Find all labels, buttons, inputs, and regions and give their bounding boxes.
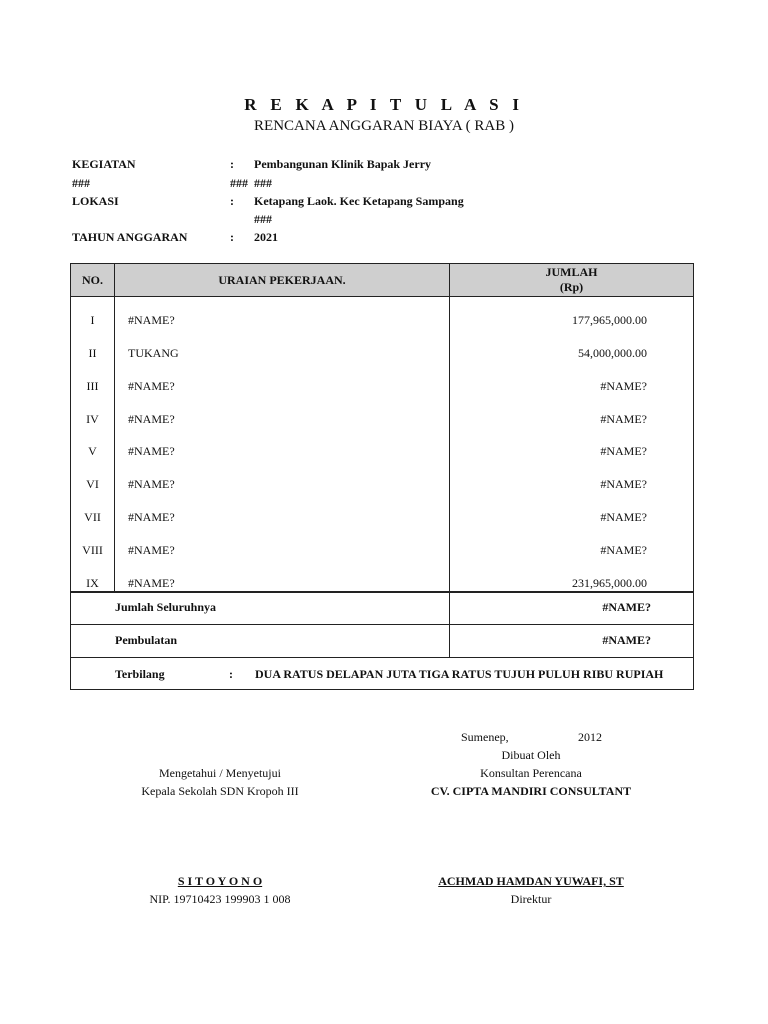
row-1-amount: 177,965,000.00 xyxy=(572,313,647,327)
row-2-amount: 54,000,000.00 xyxy=(578,346,647,360)
row-7-no: VII xyxy=(84,510,101,524)
divider-amount xyxy=(449,264,450,657)
kegiatan-colon: : xyxy=(230,157,234,171)
info-row-hash xyxy=(72,176,692,194)
row-5-no: V xyxy=(88,444,97,458)
header-uraian: URAIAN PEKERJAAN. xyxy=(218,273,346,287)
approval-label: Mengetahui / Menyetujui xyxy=(159,766,281,780)
kegiatan-label: KEGIATAN xyxy=(72,157,136,171)
row-8-no: VIII xyxy=(82,543,103,557)
header-jumlah: JUMLAH xyxy=(545,265,598,279)
row-6-no: VI xyxy=(86,477,99,491)
kegiatan-value: Pembangunan Klinik Bapak Jerry xyxy=(254,157,432,171)
row-9-no: IX xyxy=(86,576,99,590)
consultant-role: Konsultan Perencana xyxy=(480,766,582,780)
row-1-no: I xyxy=(90,313,95,327)
sign-year: 2012 xyxy=(578,730,602,744)
director-name: ACHMAD HAMDAN YUWAFI, ST xyxy=(438,874,624,888)
rounding-label: Pembulatan xyxy=(115,633,178,647)
total-label: Jumlah Seluruhnya xyxy=(115,600,217,614)
sign-place: Sumenep, xyxy=(461,730,509,744)
terbilang-value: DUA RATUS DELAPAN JUTA TIGA RATUS TUJUH PULUH RIBU RUPIAH xyxy=(255,667,664,681)
principal-nip: NIP. 19710423 199903 1 008 xyxy=(149,892,291,906)
row-5-amount: #NAME? xyxy=(600,444,647,458)
row-2-no: II xyxy=(88,346,97,360)
terbilang-colon: : xyxy=(229,667,233,681)
row-4-amount: #NAME? xyxy=(600,412,647,426)
row-8-amount: #NAME? xyxy=(600,543,647,557)
row-4-no: IV xyxy=(86,412,99,426)
lokasi-colon: : xyxy=(230,194,234,208)
hash-colon: ### xyxy=(230,176,248,190)
tahun-value: 2021 xyxy=(254,230,278,244)
row-3-no: III xyxy=(86,379,99,393)
terbilang-divider xyxy=(71,657,693,658)
info-row-lokasi-extra xyxy=(72,212,692,230)
row-9-desc: #NAME? xyxy=(128,576,175,590)
row-6-amount: #NAME? xyxy=(600,477,647,491)
row-4-desc: #NAME? xyxy=(128,412,175,426)
row-5-desc: #NAME? xyxy=(128,444,175,458)
info-row-lokasi xyxy=(72,194,692,212)
lokasi-value: Ketapang Laok. Kec Ketapang Sampang xyxy=(254,194,464,208)
info-row-tahun xyxy=(72,230,692,248)
row-3-desc: #NAME? xyxy=(128,379,175,393)
header-no: NO. xyxy=(82,273,103,287)
row-6-desc: #NAME? xyxy=(128,477,175,491)
row-1-desc: #NAME? xyxy=(128,313,175,327)
lokasi-label: LOKASI xyxy=(72,194,119,208)
total-value: #NAME? xyxy=(602,600,651,614)
row-2-desc: TUKANG xyxy=(128,346,179,360)
lokasi-extra-value: ### xyxy=(254,212,272,226)
row-9-amount: 231,965,000.00 xyxy=(572,576,647,590)
divider-no xyxy=(114,264,115,591)
tahun-colon: : xyxy=(230,230,234,244)
info-row-kegiatan xyxy=(72,157,692,175)
principal-role: Kepala Sekolah SDN Kropoh III xyxy=(141,784,299,798)
summary-divider xyxy=(71,591,693,593)
rab-table xyxy=(70,263,694,690)
row-7-amount: #NAME? xyxy=(600,510,647,524)
rounding-divider xyxy=(71,624,693,625)
rounding-value: #NAME? xyxy=(602,633,651,647)
row-7-desc: #NAME? xyxy=(128,510,175,524)
made-by: Dibuat Oleh xyxy=(501,748,561,762)
tahun-label: TAHUN ANGGARAN xyxy=(72,230,188,244)
terbilang-label: Terbilang xyxy=(115,667,165,681)
row-8-desc: #NAME? xyxy=(128,543,175,557)
row-3-amount: #NAME? xyxy=(600,379,647,393)
hash-label: ### xyxy=(72,176,90,190)
document-title: R E K A P I T U L A S I xyxy=(244,95,524,114)
director-role: Direktur xyxy=(510,892,552,906)
consultant-company: CV. CIPTA MANDIRI CONSULTANT xyxy=(430,784,632,798)
header-jumlah-unit: (Rp) xyxy=(559,280,584,294)
hash-value: ### xyxy=(254,176,272,190)
principal-name: S I T O Y O N O xyxy=(177,874,263,888)
document-subtitle: RENCANA ANGGARAN BIAYA ( RAB ) xyxy=(254,118,514,134)
